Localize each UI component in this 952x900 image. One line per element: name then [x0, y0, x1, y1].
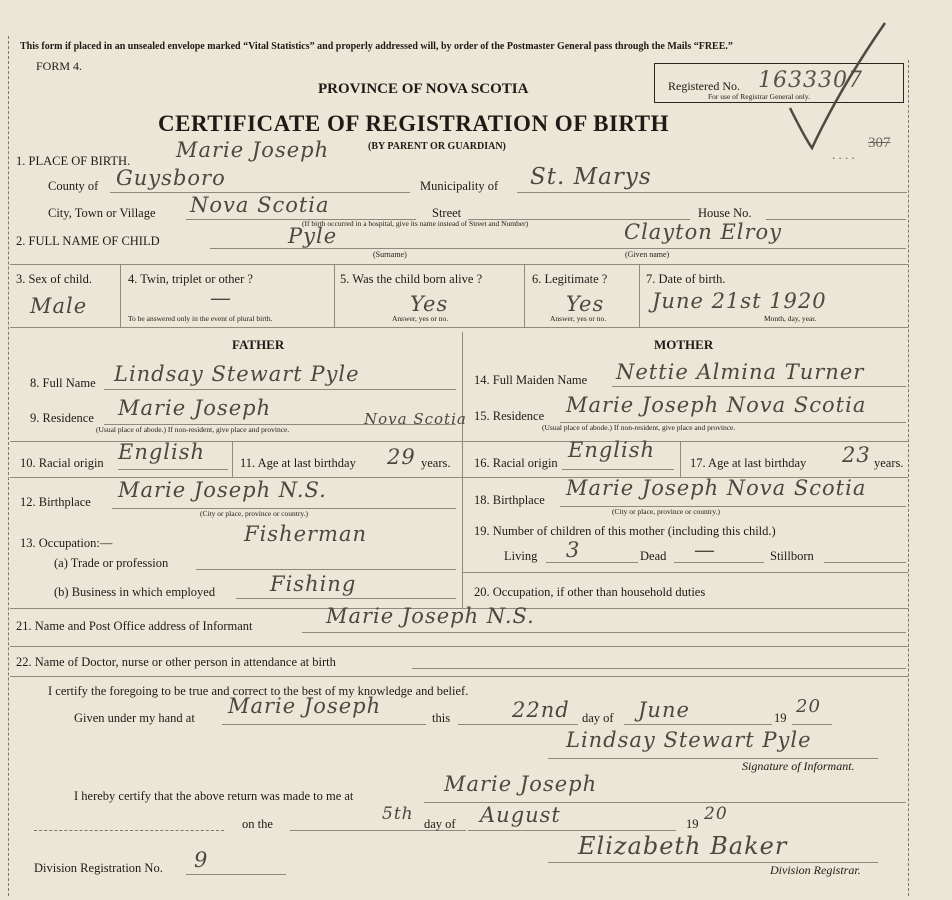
certificate-subtitle: (BY PARENT OR GUARDIAN) — [368, 141, 506, 152]
father-occupation-label: 13. Occupation:— — [20, 536, 113, 550]
living-value: 3 — [566, 538, 581, 562]
division-registration-line — [186, 874, 286, 875]
stillborn-line — [824, 562, 906, 563]
certify-year-value: 20 — [796, 696, 821, 717]
mother-maiden-value: Nettie Almina Turner — [616, 360, 865, 384]
father-residence-extra: Nova Scotia — [364, 410, 467, 428]
certify-top-rule — [10, 676, 908, 677]
mother-racial-line — [562, 469, 674, 470]
children-count-label: 19. Number of children of this mother (including this child.) — [474, 524, 776, 538]
house-number-line — [766, 219, 906, 220]
registrar-year-value: 20 — [704, 804, 728, 824]
certificate-title: CERTIFICATE OF REGISTRATION OF BIRTH — [158, 111, 669, 136]
father-name-value: Lindsay Stewart Pyle — [114, 362, 360, 386]
certify-day-line — [458, 724, 578, 725]
informant-signature-caption: Signature of Informant. — [742, 759, 855, 773]
informant-label: 21. Name and Post Office address of Informant — [16, 619, 253, 633]
registrar-statement: I hereby certify that the above return was made to me at — [74, 789, 354, 803]
mother-racial-label: 16. Racial origin — [474, 456, 558, 470]
informant-line — [302, 632, 906, 633]
this-label: this — [432, 711, 451, 725]
legitimate-label: 6. Legitimate ? — [532, 272, 608, 286]
mother-birthplace-note: (City or place, province or country.) — [612, 507, 721, 516]
mother-occupation-label: 20. Occupation, if other than household duties — [474, 585, 706, 599]
mother-row-rule — [462, 572, 908, 573]
mother-residence-value: Marie Joseph Nova Scotia — [566, 393, 867, 417]
father-residence-note: (Usual place of abode.) If non-resident, give place and province. — [96, 425, 290, 434]
living-line — [546, 562, 638, 563]
father-age-divider — [232, 441, 233, 477]
struck-number: 307 — [868, 135, 891, 151]
father-heading: FATHER — [232, 337, 285, 352]
father-occupation-value: Fisherman — [244, 522, 368, 546]
legitimate-value: Yes — [566, 292, 605, 316]
father-row-rule — [10, 441, 462, 442]
on-the-label: on the — [242, 817, 273, 831]
legitimate-note: Answer, yes or no. — [550, 314, 607, 323]
stillborn-label: Stillborn — [770, 549, 814, 563]
place-of-birth-label: 1. PLACE OF BIRTH. — [16, 154, 131, 168]
county-value: Guysboro — [116, 166, 226, 190]
registrar-month-value: August — [480, 803, 561, 827]
father-birthplace-value: Marie Joseph N.S. — [118, 478, 327, 502]
business-label: (b) Business in which employed — [54, 585, 216, 599]
row3-divider — [120, 264, 121, 327]
city-value: Nova Scotia — [190, 193, 330, 217]
doctor-line — [412, 668, 906, 669]
certify-day-value: 22nd — [512, 698, 570, 722]
dead-label: Dead — [640, 549, 667, 563]
informant-value: Marie Joseph N.S. — [326, 604, 535, 628]
dot-leader: . . . . — [832, 147, 855, 162]
municipality-line — [517, 192, 907, 193]
mother-residence-label: 15. Residence — [474, 409, 545, 423]
mother-row-rule — [462, 441, 908, 442]
dead-line — [674, 562, 764, 563]
twin-note: To be answered only in the event of plural birth. — [128, 314, 273, 323]
registrar-day-value: 5th — [382, 804, 414, 824]
father-racial-value: English — [118, 440, 206, 464]
certify-day-of-label: day of — [582, 711, 614, 725]
certify-month-value: June — [638, 698, 690, 722]
registrar-use-note: For use of Registrar General only. — [708, 92, 810, 101]
sex-value: Male — [30, 294, 88, 318]
registrar-signature: Elizabeth Baker — [578, 832, 788, 860]
mother-age-unit: years. — [874, 456, 904, 470]
registered-number-label: Registered No. — [668, 79, 740, 93]
parent-column-divider — [462, 332, 463, 608]
father-age-label: 11. Age at last birthday — [240, 456, 356, 470]
registrar-year-prefix: 19 — [686, 817, 699, 831]
father-business-value: Fishing — [270, 572, 357, 596]
division-registration-label: Division Registration No. — [34, 861, 163, 875]
father-name-line — [104, 389, 456, 390]
certify-year-line — [792, 724, 832, 725]
certify-statement: I certify the foregoing to be true and correct to the best of my knowledge and belief. — [48, 684, 469, 698]
division-registration-value: 9 — [194, 848, 209, 872]
father-residence-label: 9. Residence — [30, 411, 94, 425]
father-residence-value: Marie Joseph — [118, 396, 272, 420]
registrar-dashed-line — [34, 830, 224, 831]
street-label: Street — [432, 206, 462, 220]
doctor-top-rule — [10, 646, 908, 647]
father-birthplace-note: (City or place, province or country.) — [200, 509, 309, 518]
mail-notice: This form if placed in an unsealed envelope marked “Vital Statistics” and properly addressed will, by order of the Postmaster General pass through the Mails “FREE.” — [20, 41, 733, 52]
child-surname-value: Pyle — [288, 224, 338, 248]
mother-birthplace-label: 18. Birthplace — [474, 493, 545, 507]
mother-racial-value: English — [568, 438, 656, 462]
father-racial-line — [118, 469, 228, 470]
municipality-value: St. Marys — [530, 164, 652, 190]
mother-maiden-label: 14. Full Maiden Name — [474, 373, 588, 387]
mother-birthplace-value: Marie Joseph Nova Scotia — [566, 476, 867, 500]
registrar-month-line — [468, 830, 676, 831]
form-number: FORM 4. — [36, 59, 83, 73]
mother-heading: MOTHER — [654, 337, 714, 352]
father-age-value: 29 — [387, 445, 416, 469]
certify-month-line — [624, 724, 772, 725]
mother-residence-note: (Usual place of abode.) If non-resident, give place and province. — [542, 423, 736, 432]
row3-divider — [639, 264, 640, 327]
child-name-label: 2. FULL NAME OF CHILD — [16, 234, 160, 248]
given-place-line — [222, 724, 426, 725]
born-alive-label: 5. Was the child born alive ? — [340, 272, 483, 286]
registrar-caption: Division Registrar. — [770, 863, 861, 877]
mother-age-value: 23 — [842, 443, 871, 467]
given-name-caption: (Given name) — [625, 250, 670, 259]
born-alive-value: Yes — [410, 292, 449, 316]
row3-divider — [524, 264, 525, 327]
twin-label: 4. Twin, triplet or other ? — [128, 272, 253, 286]
born-alive-note: Answer, yes or no. — [392, 314, 449, 323]
given-place-value: Marie Joseph — [228, 694, 382, 718]
row3-divider — [334, 264, 335, 327]
father-age-unit: years. — [421, 456, 451, 470]
surname-caption: (Surname) — [373, 250, 407, 259]
row3-bottom-rule — [10, 327, 908, 328]
province-heading: PROVINCE OF NOVA SCOTIA — [318, 81, 529, 97]
municipality-label: Municipality of — [420, 179, 499, 193]
living-label: Living — [504, 549, 538, 563]
registered-number-value: 1633307 — [758, 68, 863, 93]
registrar-place-value: Marie Joseph — [444, 772, 598, 796]
left-margin-rule — [8, 36, 9, 896]
row3-top-rule — [10, 264, 908, 265]
doctor-label: 22. Name of Doctor, nurse or other person in attendance at birth — [16, 655, 336, 669]
trade-line — [196, 569, 456, 570]
mother-age-label: 17. Age at last birthday — [690, 456, 807, 470]
trade-label: (a) Trade or profession — [54, 556, 169, 570]
dead-value: — — [694, 538, 716, 562]
date-of-birth-label: 7. Date of birth. — [646, 272, 726, 286]
informant-signature: Lindsay Stewart Pyle — [566, 728, 812, 752]
hospital-note: (If birth occurred in a hospital, give its name instead of Street and Number) — [302, 219, 529, 228]
place-of-birth-value: Marie Joseph — [176, 138, 330, 162]
certify-year-prefix: 19 — [774, 711, 787, 725]
county-label: County of — [48, 179, 99, 193]
child-name-line — [210, 248, 906, 249]
city-label: City, Town or Village — [48, 206, 156, 220]
twin-value: — — [210, 286, 232, 310]
registrar-day-of-label: day of — [424, 817, 456, 831]
house-number-label: House No. — [698, 206, 752, 220]
father-birthplace-label: 12. Birthplace — [20, 495, 91, 509]
date-of-birth-value: June 21st 1920 — [652, 289, 827, 313]
father-racial-label: 10. Racial origin — [20, 456, 104, 470]
sex-label: 3. Sex of child. — [16, 272, 93, 286]
given-under-label: Given under my hand at — [74, 711, 195, 725]
father-name-label: 8. Full Name — [30, 376, 96, 390]
right-margin-rule — [908, 60, 909, 896]
child-given-name-value: Clayton Elroy — [624, 220, 783, 244]
date-of-birth-note: Month, day, year. — [764, 314, 817, 323]
business-line — [236, 598, 456, 599]
mother-maiden-line — [612, 386, 906, 387]
mother-age-divider — [680, 441, 681, 477]
